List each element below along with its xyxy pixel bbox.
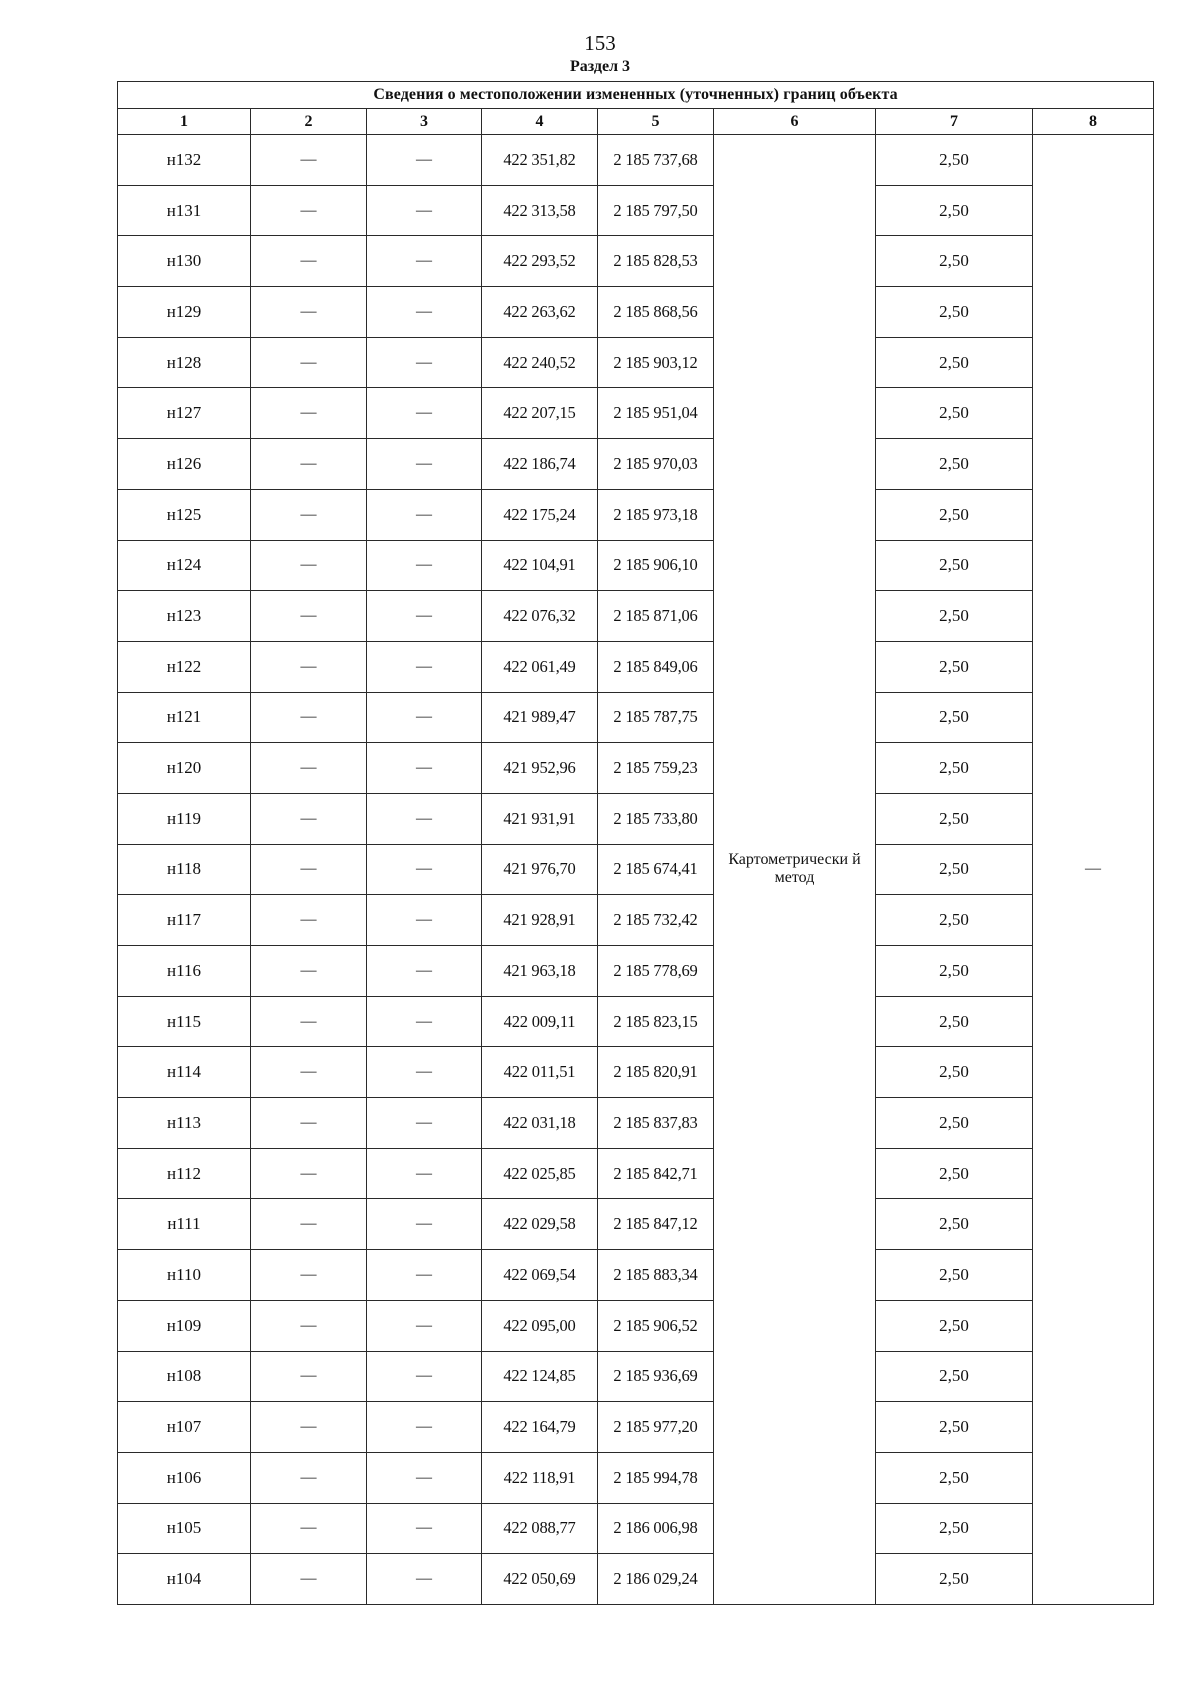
column-3-cell: — bbox=[367, 743, 482, 794]
column-3-cell: — bbox=[367, 1250, 482, 1301]
table-row bbox=[118, 844, 1154, 895]
x-coordinate-cell: 422 076,32 bbox=[482, 591, 598, 642]
table-row bbox=[118, 185, 1154, 236]
precision-cell: 2,50 bbox=[876, 337, 1033, 388]
table-row bbox=[118, 540, 1154, 591]
precision-cell: 2,50 bbox=[876, 540, 1033, 591]
point-name-cell: н125 bbox=[118, 489, 251, 540]
x-coordinate-cell: 422 175,24 bbox=[482, 489, 598, 540]
x-coordinate-cell: 422 263,62 bbox=[482, 287, 598, 338]
column-3-cell: — bbox=[367, 895, 482, 946]
precision-cell: 2,50 bbox=[876, 489, 1033, 540]
column-2-cell: — bbox=[251, 1554, 367, 1605]
point-name-cell: н117 bbox=[118, 895, 251, 946]
coordinates-table bbox=[117, 81, 1154, 1605]
point-name-cell: н130 bbox=[118, 236, 251, 287]
point-name-cell: н120 bbox=[118, 743, 251, 794]
column-2-cell: — bbox=[251, 591, 367, 642]
x-coordinate-cell: 422 313,58 bbox=[482, 185, 598, 236]
precision-cell: 2,50 bbox=[876, 641, 1033, 692]
precision-cell: 2,50 bbox=[876, 743, 1033, 794]
table-row bbox=[118, 1300, 1154, 1351]
column-3-cell: — bbox=[367, 1148, 482, 1199]
y-coordinate-cell: 2 185 787,75 bbox=[598, 692, 714, 743]
x-coordinate-cell: 422 104,91 bbox=[482, 540, 598, 591]
x-coordinate-cell: 421 963,18 bbox=[482, 946, 598, 997]
precision-cell: 2,50 bbox=[876, 1148, 1033, 1199]
column-header: 6 bbox=[714, 109, 876, 135]
table-row bbox=[118, 1452, 1154, 1503]
method-cell: Картометрически й метод bbox=[714, 135, 876, 1605]
x-coordinate-cell: 421 928,91 bbox=[482, 895, 598, 946]
x-coordinate-cell: 422 124,85 bbox=[482, 1351, 598, 1402]
column-header: 8 bbox=[1033, 109, 1154, 135]
page-number: 153 bbox=[584, 31, 616, 55]
table-row bbox=[118, 287, 1154, 338]
column-2-cell: — bbox=[251, 388, 367, 439]
column-3-cell: — bbox=[367, 236, 482, 287]
column-3-cell: — bbox=[367, 388, 482, 439]
point-name-cell: н124 bbox=[118, 540, 251, 591]
point-name-cell: н129 bbox=[118, 287, 251, 338]
table-row bbox=[118, 1402, 1154, 1453]
y-coordinate-cell: 2 186 029,24 bbox=[598, 1554, 714, 1605]
column-2-cell: — bbox=[251, 439, 367, 490]
table-row bbox=[118, 1554, 1154, 1605]
y-coordinate-cell: 2 185 759,23 bbox=[598, 743, 714, 794]
table-row bbox=[118, 1047, 1154, 1098]
precision-cell: 2,50 bbox=[876, 1452, 1033, 1503]
precision-cell: 2,50 bbox=[876, 236, 1033, 287]
precision-cell: 2,50 bbox=[876, 946, 1033, 997]
table-row bbox=[118, 439, 1154, 490]
precision-cell: 2,50 bbox=[876, 287, 1033, 338]
y-coordinate-cell: 2 185 903,12 bbox=[598, 337, 714, 388]
column-3-cell: — bbox=[367, 540, 482, 591]
column-header: 3 bbox=[367, 109, 482, 135]
x-coordinate-cell: 422 186,74 bbox=[482, 439, 598, 490]
x-coordinate-cell: 421 976,70 bbox=[482, 844, 598, 895]
x-coordinate-cell: 422 088,77 bbox=[482, 1503, 598, 1554]
column-3-cell: — bbox=[367, 996, 482, 1047]
point-name-cell: н113 bbox=[118, 1098, 251, 1149]
table-row bbox=[118, 946, 1154, 997]
column-2-cell: — bbox=[251, 1452, 367, 1503]
x-coordinate-cell: 422 031,18 bbox=[482, 1098, 598, 1149]
column-2-cell: — bbox=[251, 1148, 367, 1199]
x-coordinate-cell: 422 069,54 bbox=[482, 1250, 598, 1301]
table-row bbox=[118, 641, 1154, 692]
column-3-cell: — bbox=[367, 1199, 482, 1250]
table-row bbox=[118, 743, 1154, 794]
y-coordinate-cell: 2 185 973,18 bbox=[598, 489, 714, 540]
column-3-cell: — bbox=[367, 287, 482, 338]
column-2-cell: — bbox=[251, 489, 367, 540]
column-2-cell: — bbox=[251, 1250, 367, 1301]
column-2-cell: — bbox=[251, 996, 367, 1047]
table-row bbox=[118, 1098, 1154, 1149]
precision-cell: 2,50 bbox=[876, 135, 1033, 186]
precision-cell: 2,50 bbox=[876, 1199, 1033, 1250]
precision-cell: 2,50 bbox=[876, 844, 1033, 895]
point-name-cell: н126 bbox=[118, 439, 251, 490]
y-coordinate-cell: 2 185 970,03 bbox=[598, 439, 714, 490]
table-row bbox=[118, 1148, 1154, 1199]
column-2-cell: — bbox=[251, 1199, 367, 1250]
column-3-cell: — bbox=[367, 489, 482, 540]
point-name-cell: н116 bbox=[118, 946, 251, 997]
y-coordinate-cell: 2 185 842,71 bbox=[598, 1148, 714, 1199]
x-coordinate-cell: 422 050,69 bbox=[482, 1554, 598, 1605]
column-2-cell: — bbox=[251, 641, 367, 692]
point-name-cell: н110 bbox=[118, 1250, 251, 1301]
x-coordinate-cell: 422 061,49 bbox=[482, 641, 598, 692]
point-name-cell: н118 bbox=[118, 844, 251, 895]
table-row bbox=[118, 1199, 1154, 1250]
table-row bbox=[118, 388, 1154, 439]
column-2-cell: — bbox=[251, 287, 367, 338]
precision-cell: 2,50 bbox=[876, 439, 1033, 490]
precision-cell: 2,50 bbox=[876, 185, 1033, 236]
column-header: 7 bbox=[876, 109, 1033, 135]
y-coordinate-cell: 2 185 994,78 bbox=[598, 1452, 714, 1503]
x-coordinate-cell: 422 095,00 bbox=[482, 1300, 598, 1351]
x-coordinate-cell: 421 989,47 bbox=[482, 692, 598, 743]
point-name-cell: н104 bbox=[118, 1554, 251, 1605]
column-2-cell: — bbox=[251, 236, 367, 287]
point-name-cell: н115 bbox=[118, 996, 251, 1047]
x-coordinate-cell: 422 009,11 bbox=[482, 996, 598, 1047]
x-coordinate-cell: 422 351,82 bbox=[482, 135, 598, 186]
column-2-cell: — bbox=[251, 1402, 367, 1453]
column-8-cell: — bbox=[1033, 135, 1154, 1605]
column-3-cell: — bbox=[367, 1351, 482, 1402]
y-coordinate-cell: 2 185 906,52 bbox=[598, 1300, 714, 1351]
x-coordinate-cell: 421 931,91 bbox=[482, 793, 598, 844]
table-row bbox=[118, 1250, 1154, 1301]
y-coordinate-cell: 2 185 936,69 bbox=[598, 1351, 714, 1402]
y-coordinate-cell: 2 185 977,20 bbox=[598, 1402, 714, 1453]
table-row bbox=[118, 489, 1154, 540]
column-2-cell: — bbox=[251, 185, 367, 236]
table-row bbox=[118, 236, 1154, 287]
precision-cell: 2,50 bbox=[876, 1047, 1033, 1098]
y-coordinate-cell: 2 185 871,06 bbox=[598, 591, 714, 642]
table-body bbox=[118, 135, 1154, 1605]
column-2-cell: — bbox=[251, 743, 367, 794]
y-coordinate-cell: 2 185 868,56 bbox=[598, 287, 714, 338]
x-coordinate-cell: 422 293,52 bbox=[482, 236, 598, 287]
point-name-cell: н122 bbox=[118, 641, 251, 692]
column-2-cell: — bbox=[251, 1300, 367, 1351]
table-row bbox=[118, 135, 1154, 186]
column-2-cell: — bbox=[251, 1503, 367, 1554]
column-3-cell: — bbox=[367, 1098, 482, 1149]
column-3-cell: — bbox=[367, 1452, 482, 1503]
point-name-cell: н108 bbox=[118, 1351, 251, 1402]
precision-cell: 2,50 bbox=[876, 1351, 1033, 1402]
column-header: 5 bbox=[598, 109, 714, 135]
point-name-cell: н109 bbox=[118, 1300, 251, 1351]
precision-cell: 2,50 bbox=[876, 1300, 1033, 1351]
table-row bbox=[118, 692, 1154, 743]
precision-cell: 2,50 bbox=[876, 1402, 1033, 1453]
column-3-cell: — bbox=[367, 844, 482, 895]
y-coordinate-cell: 2 185 883,34 bbox=[598, 1250, 714, 1301]
precision-cell: 2,50 bbox=[876, 1503, 1033, 1554]
table-row bbox=[118, 895, 1154, 946]
precision-cell: 2,50 bbox=[876, 1250, 1033, 1301]
column-2-cell: — bbox=[251, 1047, 367, 1098]
x-coordinate-cell: 422 011,51 bbox=[482, 1047, 598, 1098]
precision-cell: 2,50 bbox=[876, 895, 1033, 946]
table-row bbox=[118, 1503, 1154, 1554]
y-coordinate-cell: 2 185 828,53 bbox=[598, 236, 714, 287]
precision-cell: 2,50 bbox=[876, 996, 1033, 1047]
x-coordinate-cell: 422 118,91 bbox=[482, 1452, 598, 1503]
column-2-cell: — bbox=[251, 337, 367, 388]
column-header: 4 bbox=[482, 109, 598, 135]
column-3-cell: — bbox=[367, 1554, 482, 1605]
point-name-cell: н132 bbox=[118, 135, 251, 186]
y-coordinate-cell: 2 185 797,50 bbox=[598, 185, 714, 236]
y-coordinate-cell: 2 185 847,12 bbox=[598, 1199, 714, 1250]
precision-cell: 2,50 bbox=[876, 1098, 1033, 1149]
point-name-cell: н112 bbox=[118, 1148, 251, 1199]
x-coordinate-cell: 421 952,96 bbox=[482, 743, 598, 794]
y-coordinate-cell: 2 185 906,10 bbox=[598, 540, 714, 591]
table-row bbox=[118, 793, 1154, 844]
point-name-cell: н131 bbox=[118, 185, 251, 236]
x-coordinate-cell: 422 164,79 bbox=[482, 1402, 598, 1453]
x-coordinate-cell: 422 025,85 bbox=[482, 1148, 598, 1199]
column-3-cell: — bbox=[367, 337, 482, 388]
y-coordinate-cell: 2 185 823,15 bbox=[598, 996, 714, 1047]
y-coordinate-cell: 2 185 737,68 bbox=[598, 135, 714, 186]
precision-cell: 2,50 bbox=[876, 793, 1033, 844]
x-coordinate-cell: 422 207,15 bbox=[482, 388, 598, 439]
point-name-cell: н128 bbox=[118, 337, 251, 388]
point-name-cell: н105 bbox=[118, 1503, 251, 1554]
column-3-cell: — bbox=[367, 185, 482, 236]
x-coordinate-cell: 422 240,52 bbox=[482, 337, 598, 388]
column-header: 1 bbox=[118, 109, 251, 135]
table-row bbox=[118, 1351, 1154, 1402]
column-3-cell: — bbox=[367, 135, 482, 186]
column-2-cell: — bbox=[251, 844, 367, 895]
y-coordinate-cell: 2 185 820,91 bbox=[598, 1047, 714, 1098]
column-3-cell: — bbox=[367, 1503, 482, 1554]
column-3-cell: — bbox=[367, 1047, 482, 1098]
precision-cell: 2,50 bbox=[876, 388, 1033, 439]
point-name-cell: н121 bbox=[118, 692, 251, 743]
y-coordinate-cell: 2 185 849,06 bbox=[598, 641, 714, 692]
column-2-cell: — bbox=[251, 540, 367, 591]
y-coordinate-cell: 2 185 674,41 bbox=[598, 844, 714, 895]
column-3-cell: — bbox=[367, 1300, 482, 1351]
column-3-cell: — bbox=[367, 591, 482, 642]
point-name-cell: н114 bbox=[118, 1047, 251, 1098]
table-row bbox=[118, 337, 1154, 388]
y-coordinate-cell: 2 185 732,42 bbox=[598, 895, 714, 946]
column-2-cell: — bbox=[251, 1351, 367, 1402]
y-coordinate-cell: 2 185 951,04 bbox=[598, 388, 714, 439]
column-header: 2 bbox=[251, 109, 367, 135]
column-3-cell: — bbox=[367, 641, 482, 692]
column-3-cell: — bbox=[367, 692, 482, 743]
point-name-cell: н111 bbox=[118, 1199, 251, 1250]
y-coordinate-cell: 2 185 837,83 bbox=[598, 1098, 714, 1149]
column-2-cell: — bbox=[251, 895, 367, 946]
y-coordinate-cell: 2 185 733,80 bbox=[598, 793, 714, 844]
y-coordinate-cell: 2 186 006,98 bbox=[598, 1503, 714, 1554]
x-coordinate-cell: 422 029,58 bbox=[482, 1199, 598, 1250]
table-row bbox=[118, 996, 1154, 1047]
point-name-cell: н106 bbox=[118, 1452, 251, 1503]
column-2-cell: — bbox=[251, 793, 367, 844]
y-coordinate-cell: 2 185 778,69 bbox=[598, 946, 714, 997]
column-2-cell: — bbox=[251, 135, 367, 186]
column-3-cell: — bbox=[367, 946, 482, 997]
column-2-cell: — bbox=[251, 692, 367, 743]
column-2-cell: — bbox=[251, 946, 367, 997]
precision-cell: 2,50 bbox=[876, 692, 1033, 743]
point-name-cell: н123 bbox=[118, 591, 251, 642]
section-title: Раздел 3 bbox=[569, 58, 631, 75]
table-row bbox=[118, 591, 1154, 642]
column-3-cell: — bbox=[367, 793, 482, 844]
column-2-cell: — bbox=[251, 1098, 367, 1149]
point-name-cell: н119 bbox=[118, 793, 251, 844]
precision-cell: 2,50 bbox=[876, 1554, 1033, 1605]
point-name-cell: н107 bbox=[118, 1402, 251, 1453]
point-name-cell: н127 bbox=[118, 388, 251, 439]
table-caption: Сведения о местоположении измененных (уточненных) границ объекта bbox=[118, 82, 1154, 109]
precision-cell: 2,50 bbox=[876, 591, 1033, 642]
column-3-cell: — bbox=[367, 439, 482, 490]
column-3-cell: — bbox=[367, 1402, 482, 1453]
